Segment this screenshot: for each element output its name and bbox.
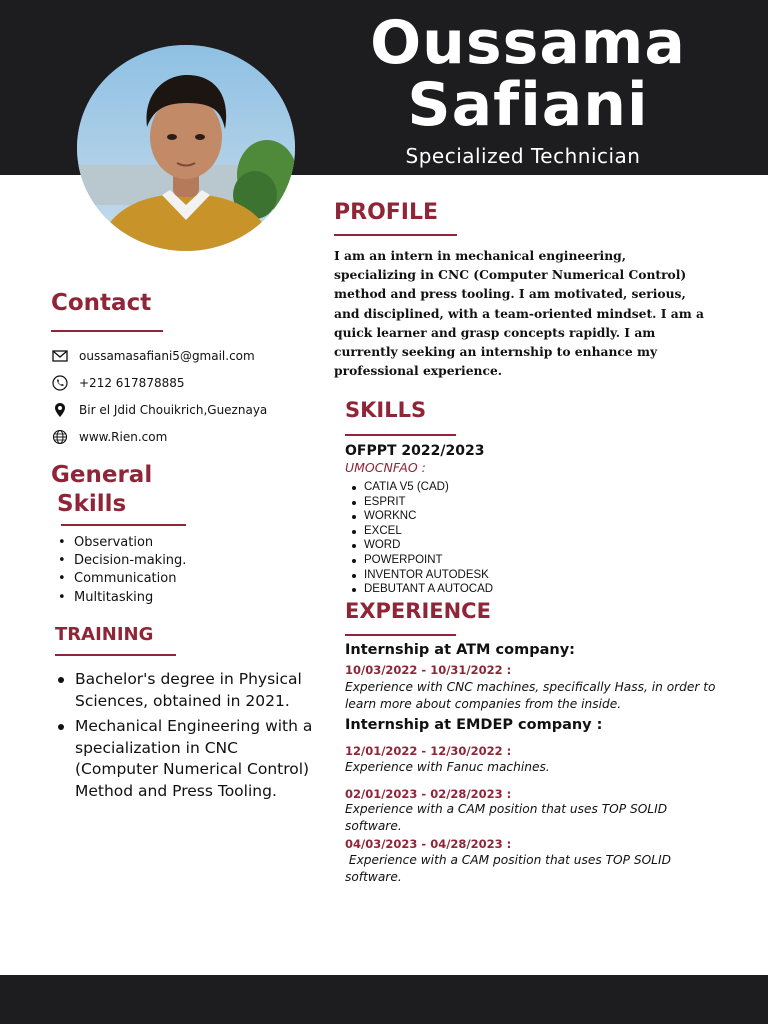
skills-heading: SKILLS [345, 398, 427, 422]
phone-icon [51, 374, 69, 392]
contact-website[interactable] [51, 427, 167, 447]
website-text: www.Rien.com [79, 430, 168, 444]
profile-rule [334, 234, 457, 236]
list-item: POWERPOINT [350, 553, 493, 568]
candidate-name [318, 8, 738, 140]
address-text: Bir el Jdid Chouikrich,Gueznaya [79, 403, 268, 417]
profile-heading: PROFILE [334, 200, 439, 225]
training-rule [55, 654, 176, 656]
profile-photo [77, 45, 295, 251]
skills-program: UMOCNFAO : [345, 460, 426, 475]
contact-rule [51, 330, 163, 332]
list-item: WORKNC [350, 509, 493, 524]
job-description: Experience with Fanuc machines. [345, 760, 550, 774]
list-item: ESPRIT [350, 495, 493, 510]
list-item: WORD [350, 538, 493, 553]
job-title-atm: Internship at ATM company: [345, 642, 575, 658]
software-skills-list [350, 480, 493, 597]
list-item: • Observation [56, 534, 186, 552]
general-skills-rule [61, 524, 186, 526]
location-pin-icon [51, 401, 69, 419]
experience-heading: EXPERIENCE [345, 599, 491, 623]
list-item: • Multitasking [56, 589, 186, 607]
contact-phone[interactable] [51, 373, 185, 393]
list-item: EXCEL [350, 524, 493, 539]
first-name: Oussama [370, 8, 686, 78]
general-skills-heading: General Skills [51, 462, 153, 517]
phone-text: +212 617878885 [79, 376, 185, 390]
contact-heading: Contact [51, 290, 152, 316]
training-list [56, 669, 318, 806]
job-date: 02/01/2023 - 02/28/2023 : [345, 787, 512, 801]
globe-icon [51, 428, 69, 446]
job-title: Specialized Technician [405, 144, 641, 168]
job-title-emdep: Internship at EMDEP company : [345, 717, 603, 733]
profile-text: I am an intern in mechanical engineering, specializing in CNC (Computer Numerical Control) method and press tooling. I am motivated, serious, and disciplined, with a team-oriented mindset. I am a quick learner and grasp concepts rapidly. I am currently seeking an internship to enhance my professional experience. [334, 248, 704, 379]
footer-band [0, 975, 768, 1024]
list-item: CATIA V5 (CAD) [350, 480, 493, 495]
email-text: oussamasafiani5@gmail.com [79, 349, 255, 363]
skills-rule [345, 434, 456, 436]
contact-email[interactable] [51, 346, 255, 366]
skills-school: OFPPT 2022/2023 [345, 443, 485, 459]
job-date: 04/03/2023 - 04/28/2023 : [345, 837, 512, 851]
job-date: 12/01/2022 - 12/30/2022 : [345, 744, 512, 758]
list-item: Mechanical Engineering with a specialization in CNC (Computer Numerical Control) Method and Press Tooling. [56, 716, 318, 802]
mail-icon [51, 347, 69, 365]
list-item: • Decision-making. [56, 552, 186, 570]
list-item: DEBUTANT A AUTOCAD [350, 582, 493, 597]
job-description: Experience with CNC machines, specifically Hass, in order to learn more about companies from the inside. [345, 680, 716, 711]
contact-address [51, 400, 267, 420]
experience-rule [345, 634, 456, 636]
training-heading: TRAINING [55, 624, 154, 645]
last-name: Safiani [407, 70, 649, 140]
job-description: Experience with a CAM position that uses TOP SOLID software. [345, 802, 668, 833]
list-item: • Communication [56, 570, 186, 588]
job-date: 10/03/2022 - 10/31/2022 : [345, 663, 512, 677]
general-skills-list [56, 534, 186, 607]
list-item: Bachelor's degree in Physical Sciences, obtained in 2021. [56, 669, 318, 712]
list-item: INVENTOR AUTODESK [350, 568, 493, 583]
job-description: Experience with a CAM position that uses TOP SOLID software. [345, 853, 675, 884]
